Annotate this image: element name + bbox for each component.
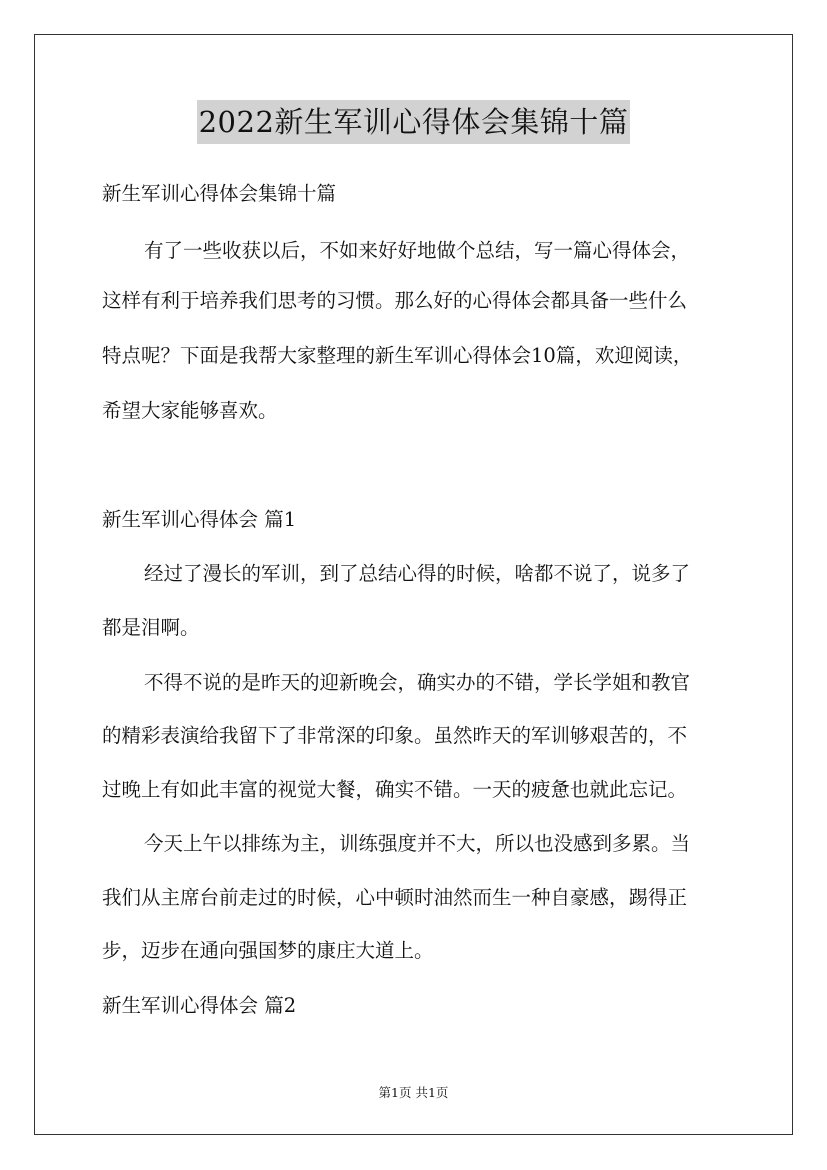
document-title: 2022新生军训心得体会集锦十篇 [197,100,631,144]
paragraph-line: 特点呢？下面是我帮大家整理的新生军训心得体会10篇，欢迎阅读， [102,344,693,367]
paragraph-line: 这样有利于培养我们思考的习惯。那么好的心得体会都具备一些什么 [102,289,688,312]
paragraph-line: 步，迈步在通向强国梦的康庄大道上。 [102,939,434,962]
paragraph-line: 过晚上有如此丰富的视觉大餐，确实不错。一天的疲惫也就此忘记。 [102,778,688,801]
paragraph-line: 经过了漫长的军训，到了总结心得的时候，啥都不说了，说多了 [144,562,691,585]
paragraph-line: 不得不说的是昨天的迎新晚会，确实办的不错，学长学姐和教官 [144,671,691,694]
paragraph-line: 的精彩表演给我留下了非常深的印象。虽然昨天的军训够艰苦的，不 [102,724,688,747]
paragraph-line: 我们从主席台前走过的时候，心中顿时油然而生一种自豪感，踢得正 [102,886,688,909]
paragraph-line: 有了一些收获以后，不如来好好地做个总结，写一篇心得体会， [144,239,691,262]
section-heading: 新生军训心得体会 篇1 [102,508,297,531]
section-heading: 新生军训心得体会 篇2 [102,994,297,1017]
subtitle: 新生军训心得体会集锦十篇 [102,182,337,205]
page-footer: 第1页 共1页 [378,1085,449,1100]
paragraph-line: 今天上午以排练为主，训练强度并不大，所以也没感到多累。当 [144,832,691,855]
paragraph-line: 都是泪啊。 [102,616,200,639]
paragraph-line: 希望大家能够喜欢。 [102,399,278,422]
title-container [0,100,827,144]
